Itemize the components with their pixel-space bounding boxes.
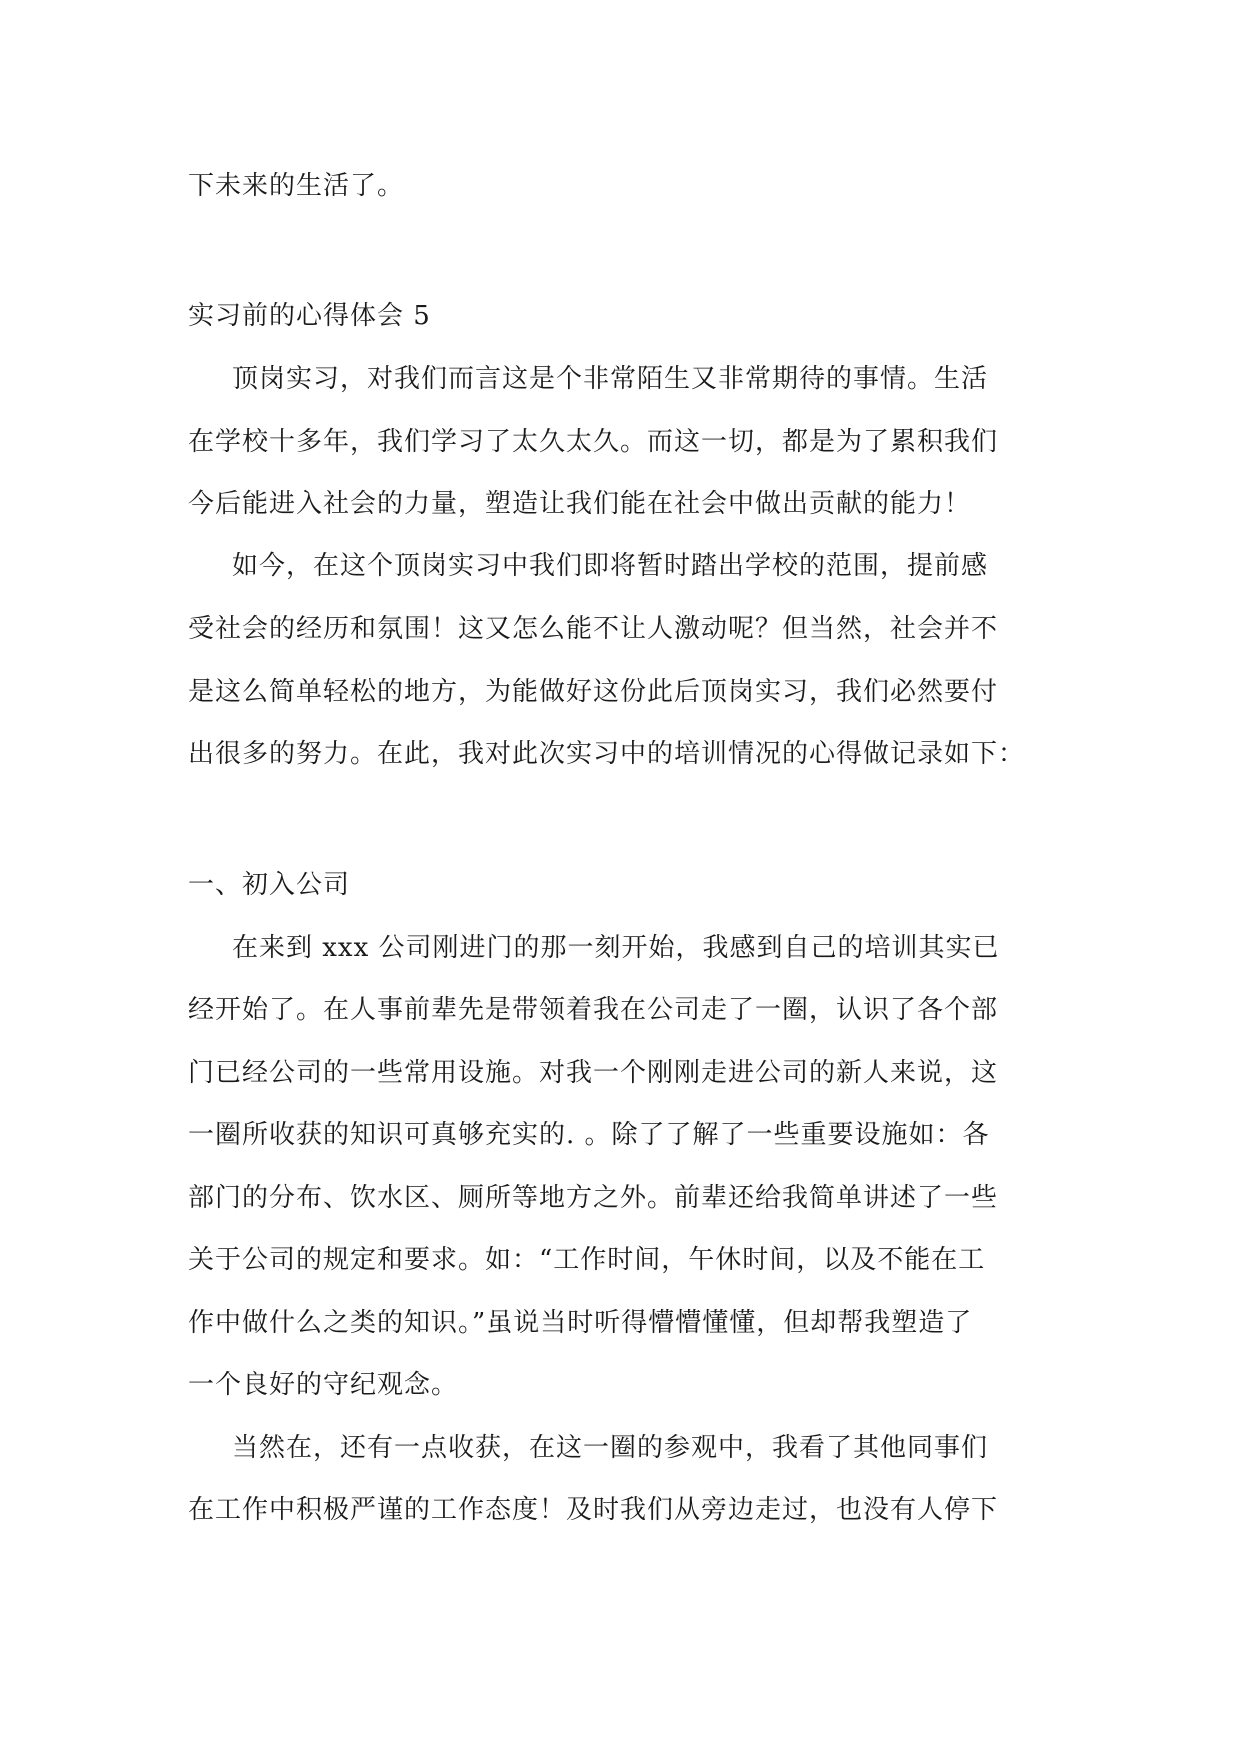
paragraph-line: 作中做什么之类的知识。”虽说当时听得懵懵懂懂，但却帮我塑造了 [188,1308,973,1338]
paragraph-line: 在学校十多年，我们学习了太久太久。而这一切，都是为了累积我们 [188,427,999,457]
section-heading: 一、初入公司 [188,870,351,900]
paragraph-line: 下未来的生活了。 [188,171,405,201]
paragraph-line: 门已经公司的一些常用设施。对我一个刚刚走进公司的新人来说，这 [188,1058,999,1088]
paragraph-line: 部门的分布、饮水区、厕所等地方之外。前辈还给我简单讲述了一些 [188,1183,999,1213]
paragraph-line: 如今，在这个顶岗实习中我们即将暂时踏出学校的范围，提前感 [232,551,989,581]
paragraph-line: 顶岗实习，对我们而言这是个非常陌生又非常期待的事情。生活 [232,364,989,394]
paragraph-line: 出很多的努力。在此，我对此次实习中的培训情况的心得做记录如下： [188,739,1026,769]
paragraph-line: 是这么简单轻松的地方，为能做好这份此后顶岗实习，我们必然要付 [188,677,999,707]
paragraph-line: 受社会的经历和氛围！这又怎么能不让人激动呢？但当然，社会并不 [188,614,999,644]
paragraph-line: 当然在，还有一点收获，在这一圈的参观中，我看了其他同事们 [232,1433,989,1463]
section-heading: 实习前的心得体会 5 [188,301,431,331]
paragraph-line: 一个良好的守纪观念。 [188,1370,459,1400]
paragraph-line: 在工作中积极严谨的工作态度！及时我们从旁边走过，也没有人停下 [188,1495,999,1525]
paragraph-line: 在来到 xxx 公司刚进门的那一刻开始，我感到自己的培训其实已 [232,933,1000,963]
paragraph-line: 经开始了。在人事前辈先是带领着我在公司走了一圈，认识了各个部 [188,995,999,1025]
paragraph-line: 今后能进入社会的力量，塑造让我们能在社会中做出贡献的能力！ [188,489,972,519]
paragraph-line: 关于公司的规定和要求。如：“工作时间，午休时间，以及不能在工 [188,1245,986,1275]
paragraph-line: 一圈所收获的知识可真够充实的. 。除了了解了一些重要设施如：各 [188,1120,990,1150]
